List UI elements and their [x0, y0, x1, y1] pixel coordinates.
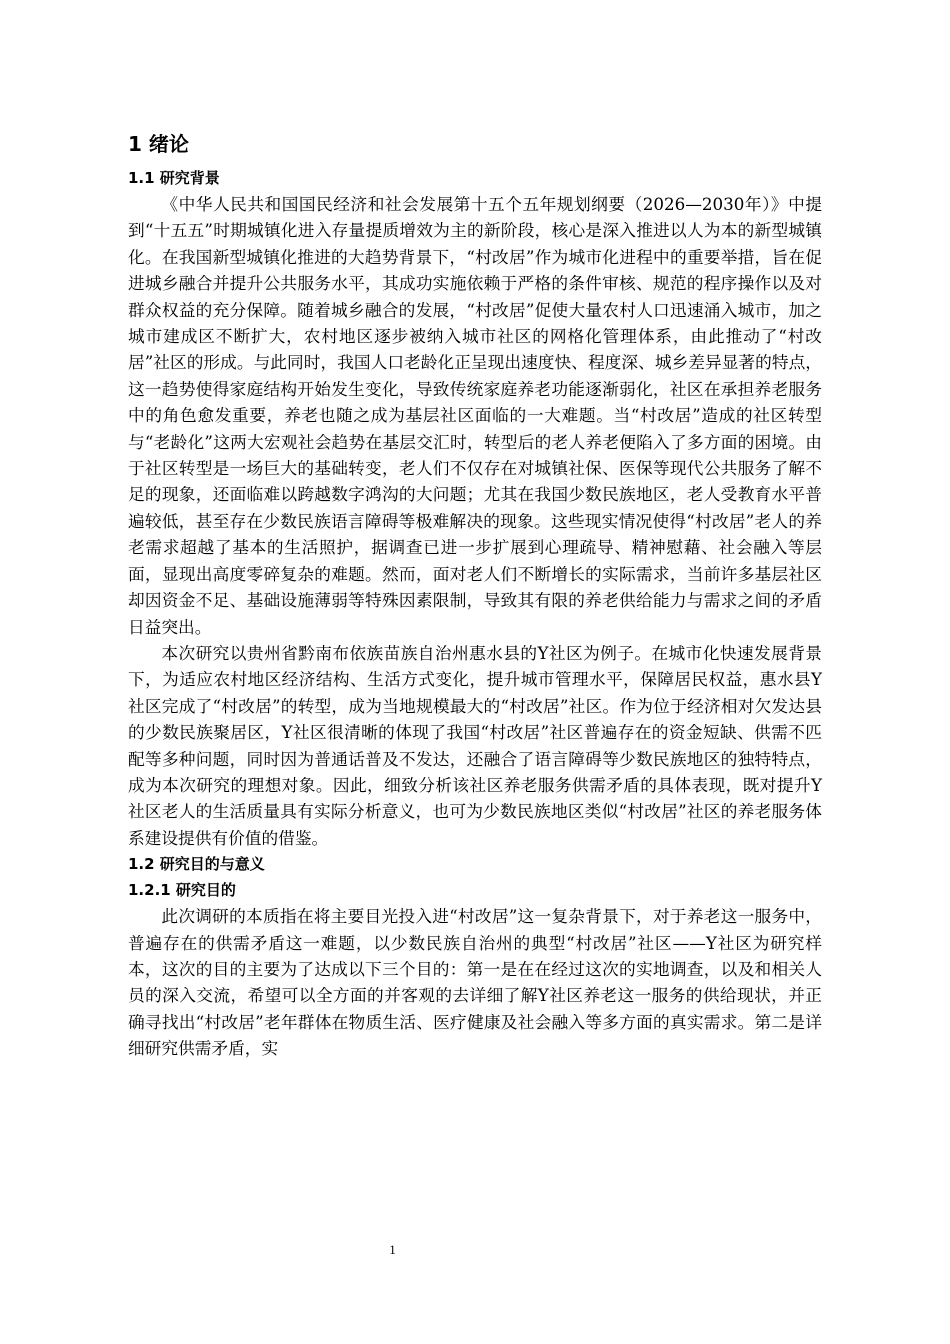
paragraph-background-2: 本次研究以贵州省黔南布依族苗族自治州惠水县的Y社区为例子。在城市化快速发展背景下，为适应农村地区经济结构、生活方式变化，提升城市管理水平，保障居民权益，惠水县Y社区完成了“村改居”的转型，成为当地规模最大的“村改居”社区。作为位于经济相对欠发达县的少数民族聚居区，Y社区很清晰的体现了我国“村改居”社区普遍存在的资金短缺、供需不匹配等多种问题，同时因为普通话普及不发达，还融合了语言障碍等少数民族地区的独特特点，成为本次研究的理想对象。因此，细致分析该社区养老服务供需矛盾的具体表现，既对提升Y社区老人的生活质量具有实际分析意义，也可为少数民族地区类似“村改居”社区的养老服务体系建设提供有价值的借鉴。	[128, 642, 822, 848]
paragraph-background-1: 《中华人民共和国国民经济和社会发展第十五个五年规划纲要（2026—2030年）》中提到“十五五”时期城镇化进入存量提质增效为主的新阶段，核心是深入推进以人为本的新型城镇化。在我国新型城镇化推进的大趋势背景下，“村改居”作为城市化进程中的重要举措，旨在促进城乡融合并提升公共服务水平，其成功实施依赖于严格的条件审核、规范的程序操作以及对群众权益的充分保障。随着城乡融合的发展，“村改居”促使大量农村人口迅速涌入城市，加之城市建成区不断扩大，农村地区逐步被纳入城市社区的网格化管理体系，由此推动了“村改居”社区的形成。与此同时，我国人口老龄化正呈现出速度快、程度深、城乡差异显著的特点，这一趋势使得家庭结构开始发生变化，导致传统家庭养老功能逐渐弱化，社区在承担养老服务中的角色愈发重要，养老也随之成为基层社区面临的一大难题。当“村改居”造成的社区转型与“老龄化”这两大宏观社会趋势在基层交汇时，转型后的老人养老便陷入了多方面的困境。由于社区转型是一场巨大的基础转变，老人们不仅存在对城镇社保、医保等现代公共服务了解不足的现象，还面临难以跨越数字鸿沟的大问题；尤其在我国少数民族地区，老人受教育水平普遍较低，甚至存在少数民族语言障碍等极难解决的现象。这些现实情况使得“村改居”老人的养老需求超越了基本的生活照护，据调查已进一步扩展到心理疏导、精神慰藉、社会融入等层面，显现出高度零碎复杂的难题。然而，面对老人们不断增长的实际需求，当前许多基层社区却因资金不足、基础设施薄弱等特殊因素限制，导致其有限的养老供给能力与需求之间的矛盾日益突出。	[128, 194, 822, 637]
section-heading-1-1: 1.1 研究背景	[128, 169, 220, 187]
page-number: 1	[389, 1242, 396, 1257]
chapter-title: 1 绪论	[128, 132, 189, 156]
document-page	[128, 128, 822, 1062]
paragraph-research-purpose: 此次调研的本质指在将主要目光投入进“村改居”这一复杂背景下，对于养老这一服务中，普遍存在的供需矛盾这一难题，以少数民族自治州的典型“村改居”社区——Y社区为研究样本，这次的目的主要为了达成以下三个目的：第一是在在经过这次的实地调查，以及和相关人员的深入交流，希望可以全方面的并客观的去详细了解Y社区养老这一服务的供给现状，并正确寻找出“村改居”老年群体在物质生活、医疗健康及社会融入等多方面的真实需求。第二是详细研究供需矛盾，实	[128, 906, 822, 1059]
subsection-heading-1-2-1: 1.2.1 研究目的	[128, 881, 236, 900]
section-heading-1-2: 1.2 研究目的与意义	[128, 855, 265, 874]
